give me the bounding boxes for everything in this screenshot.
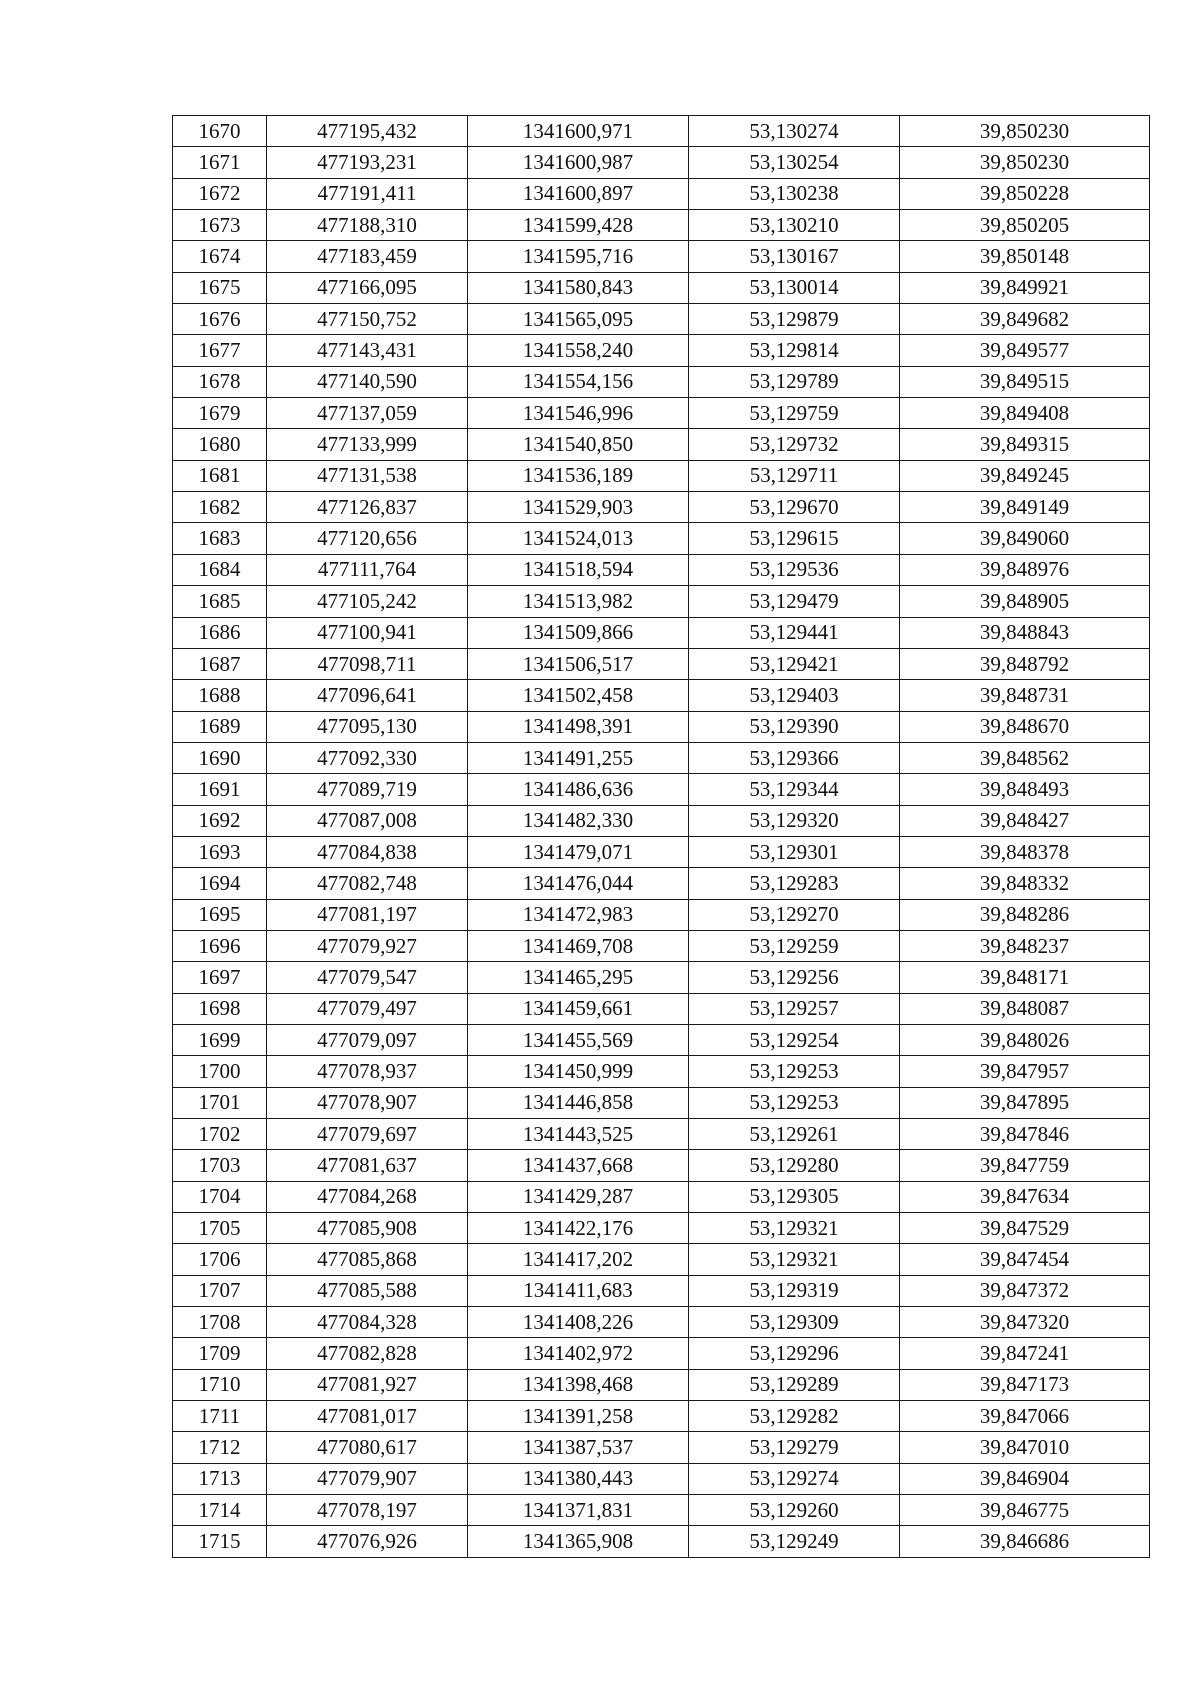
point-number-cell: 1690 [173, 742, 267, 773]
longitude-cell: 39,846686 [900, 1526, 1150, 1557]
point-number-cell: 1706 [173, 1244, 267, 1275]
x-coordinate-cell: 477195,432 [267, 116, 468, 147]
longitude-cell: 39,848026 [900, 1024, 1150, 1055]
point-number-cell: 1696 [173, 930, 267, 961]
longitude-cell: 39,848087 [900, 993, 1150, 1024]
latitude-cell: 53,129282 [689, 1401, 900, 1432]
x-coordinate-cell: 477188,310 [267, 210, 468, 241]
longitude-cell: 39,847846 [900, 1119, 1150, 1150]
y-coordinate-cell: 1341524,013 [468, 523, 689, 554]
table-row [173, 1181, 1150, 1212]
latitude-cell: 53,129254 [689, 1024, 900, 1055]
longitude-cell: 39,847759 [900, 1150, 1150, 1181]
latitude-cell: 53,129274 [689, 1463, 900, 1494]
latitude-cell: 53,129344 [689, 774, 900, 805]
table-row [173, 1401, 1150, 1432]
longitude-cell: 39,848731 [900, 680, 1150, 711]
table-row [173, 711, 1150, 742]
latitude-cell: 53,129670 [689, 492, 900, 523]
y-coordinate-cell: 1341465,295 [468, 962, 689, 993]
table-row [173, 1495, 1150, 1526]
table-row [173, 1024, 1150, 1055]
table-row [173, 930, 1150, 961]
x-coordinate-cell: 477193,231 [267, 147, 468, 178]
latitude-cell: 53,129441 [689, 617, 900, 648]
x-coordinate-cell: 477081,927 [267, 1369, 468, 1400]
y-coordinate-cell: 1341437,668 [468, 1150, 689, 1181]
y-coordinate-cell: 1341518,594 [468, 554, 689, 585]
point-number-cell: 1670 [173, 116, 267, 147]
x-coordinate-cell: 477079,497 [267, 993, 468, 1024]
table-row [173, 1463, 1150, 1494]
y-coordinate-cell: 1341443,525 [468, 1119, 689, 1150]
point-number-cell: 1680 [173, 429, 267, 460]
longitude-cell: 39,847895 [900, 1087, 1150, 1118]
y-coordinate-cell: 1341536,189 [468, 460, 689, 491]
table-row [173, 1526, 1150, 1557]
latitude-cell: 53,129257 [689, 993, 900, 1024]
latitude-cell: 53,129279 [689, 1432, 900, 1463]
x-coordinate-cell: 477078,907 [267, 1087, 468, 1118]
x-coordinate-cell: 477100,941 [267, 617, 468, 648]
latitude-cell: 53,129403 [689, 680, 900, 711]
x-coordinate-cell: 477082,748 [267, 868, 468, 899]
point-number-cell: 1689 [173, 711, 267, 742]
y-coordinate-cell: 1341371,831 [468, 1495, 689, 1526]
x-coordinate-cell: 477143,431 [267, 335, 468, 366]
y-coordinate-cell: 1341411,683 [468, 1275, 689, 1306]
table-row [173, 993, 1150, 1024]
longitude-cell: 39,849577 [900, 335, 1150, 366]
latitude-cell: 53,130254 [689, 147, 900, 178]
x-coordinate-cell: 477085,868 [267, 1244, 468, 1275]
x-coordinate-cell: 477076,926 [267, 1526, 468, 1557]
x-coordinate-cell: 477111,764 [267, 554, 468, 585]
y-coordinate-cell: 1341546,996 [468, 398, 689, 429]
y-coordinate-cell: 1341506,517 [468, 648, 689, 679]
table-row [173, 398, 1150, 429]
point-number-cell: 1704 [173, 1181, 267, 1212]
x-coordinate-cell: 477081,017 [267, 1401, 468, 1432]
longitude-cell: 39,847066 [900, 1401, 1150, 1432]
y-coordinate-cell: 1341455,569 [468, 1024, 689, 1055]
point-number-cell: 1695 [173, 899, 267, 930]
table-row [173, 648, 1150, 679]
table-row [173, 1275, 1150, 1306]
latitude-cell: 53,129759 [689, 398, 900, 429]
point-number-cell: 1698 [173, 993, 267, 1024]
latitude-cell: 53,129479 [689, 586, 900, 617]
y-coordinate-cell: 1341491,255 [468, 742, 689, 773]
x-coordinate-cell: 477079,697 [267, 1119, 468, 1150]
point-number-cell: 1679 [173, 398, 267, 429]
x-coordinate-cell: 477079,907 [267, 1463, 468, 1494]
point-number-cell: 1688 [173, 680, 267, 711]
point-number-cell: 1693 [173, 836, 267, 867]
latitude-cell: 53,129320 [689, 805, 900, 836]
y-coordinate-cell: 1341479,071 [468, 836, 689, 867]
point-number-cell: 1682 [173, 492, 267, 523]
point-number-cell: 1709 [173, 1338, 267, 1369]
latitude-cell: 53,129305 [689, 1181, 900, 1212]
table-row [173, 1213, 1150, 1244]
longitude-cell: 39,848493 [900, 774, 1150, 805]
x-coordinate-cell: 477085,588 [267, 1275, 468, 1306]
latitude-cell: 53,130014 [689, 272, 900, 303]
point-number-cell: 1701 [173, 1087, 267, 1118]
table-row [173, 962, 1150, 993]
latitude-cell: 53,129289 [689, 1369, 900, 1400]
y-coordinate-cell: 1341482,330 [468, 805, 689, 836]
table-row [173, 241, 1150, 272]
x-coordinate-cell: 477078,197 [267, 1495, 468, 1526]
longitude-cell: 39,848427 [900, 805, 1150, 836]
table-row [173, 899, 1150, 930]
y-coordinate-cell: 1341558,240 [468, 335, 689, 366]
coordinates-table [172, 115, 1150, 1558]
table-row [173, 805, 1150, 836]
table-row [173, 366, 1150, 397]
longitude-cell: 39,848332 [900, 868, 1150, 899]
table-row [173, 147, 1150, 178]
latitude-cell: 53,129789 [689, 366, 900, 397]
latitude-cell: 53,129283 [689, 868, 900, 899]
point-number-cell: 1674 [173, 241, 267, 272]
table-row [173, 272, 1150, 303]
x-coordinate-cell: 477087,008 [267, 805, 468, 836]
latitude-cell: 53,129296 [689, 1338, 900, 1369]
longitude-cell: 39,847957 [900, 1056, 1150, 1087]
table-row [173, 1087, 1150, 1118]
latitude-cell: 53,129366 [689, 742, 900, 773]
latitude-cell: 53,129309 [689, 1307, 900, 1338]
point-number-cell: 1708 [173, 1307, 267, 1338]
y-coordinate-cell: 1341600,897 [468, 178, 689, 209]
latitude-cell: 53,129711 [689, 460, 900, 491]
x-coordinate-cell: 477105,242 [267, 586, 468, 617]
longitude-cell: 39,848286 [900, 899, 1150, 930]
y-coordinate-cell: 1341459,661 [468, 993, 689, 1024]
y-coordinate-cell: 1341402,972 [468, 1338, 689, 1369]
table-row [173, 1338, 1150, 1369]
table-row [173, 680, 1150, 711]
x-coordinate-cell: 477079,097 [267, 1024, 468, 1055]
y-coordinate-cell: 1341502,458 [468, 680, 689, 711]
latitude-cell: 53,129253 [689, 1087, 900, 1118]
point-number-cell: 1685 [173, 586, 267, 617]
x-coordinate-cell: 477133,999 [267, 429, 468, 460]
x-coordinate-cell: 477183,459 [267, 241, 468, 272]
longitude-cell: 39,849060 [900, 523, 1150, 554]
point-number-cell: 1702 [173, 1119, 267, 1150]
table-row [173, 178, 1150, 209]
longitude-cell: 39,850230 [900, 116, 1150, 147]
table-row [173, 210, 1150, 241]
y-coordinate-cell: 1341398,468 [468, 1369, 689, 1400]
y-coordinate-cell: 1341529,903 [468, 492, 689, 523]
point-number-cell: 1673 [173, 210, 267, 241]
longitude-cell: 39,849315 [900, 429, 1150, 460]
x-coordinate-cell: 477137,059 [267, 398, 468, 429]
latitude-cell: 53,129321 [689, 1244, 900, 1275]
latitude-cell: 53,129256 [689, 962, 900, 993]
y-coordinate-cell: 1341469,708 [468, 930, 689, 961]
point-number-cell: 1691 [173, 774, 267, 805]
longitude-cell: 39,847010 [900, 1432, 1150, 1463]
table-row [173, 836, 1150, 867]
latitude-cell: 53,129615 [689, 523, 900, 554]
y-coordinate-cell: 1341387,537 [468, 1432, 689, 1463]
latitude-cell: 53,129536 [689, 554, 900, 585]
y-coordinate-cell: 1341600,987 [468, 147, 689, 178]
point-number-cell: 1671 [173, 147, 267, 178]
table-row [173, 1150, 1150, 1181]
latitude-cell: 53,129732 [689, 429, 900, 460]
y-coordinate-cell: 1341446,858 [468, 1087, 689, 1118]
longitude-cell: 39,850205 [900, 210, 1150, 241]
longitude-cell: 39,848237 [900, 930, 1150, 961]
table-row [173, 335, 1150, 366]
point-number-cell: 1707 [173, 1275, 267, 1306]
x-coordinate-cell: 477080,617 [267, 1432, 468, 1463]
latitude-cell: 53,130167 [689, 241, 900, 272]
longitude-cell: 39,848976 [900, 554, 1150, 585]
table-row [173, 742, 1150, 773]
y-coordinate-cell: 1341513,982 [468, 586, 689, 617]
point-number-cell: 1697 [173, 962, 267, 993]
longitude-cell: 39,849149 [900, 492, 1150, 523]
point-number-cell: 1705 [173, 1213, 267, 1244]
x-coordinate-cell: 477095,130 [267, 711, 468, 742]
x-coordinate-cell: 477082,828 [267, 1338, 468, 1369]
point-number-cell: 1677 [173, 335, 267, 366]
longitude-cell: 39,848171 [900, 962, 1150, 993]
longitude-cell: 39,849921 [900, 272, 1150, 303]
point-number-cell: 1694 [173, 868, 267, 899]
point-number-cell: 1712 [173, 1432, 267, 1463]
x-coordinate-cell: 477078,937 [267, 1056, 468, 1087]
point-number-cell: 1692 [173, 805, 267, 836]
table-row [173, 1432, 1150, 1463]
latitude-cell: 53,129814 [689, 335, 900, 366]
x-coordinate-cell: 477120,656 [267, 523, 468, 554]
table-row [173, 868, 1150, 899]
latitude-cell: 53,129253 [689, 1056, 900, 1087]
y-coordinate-cell: 1341565,095 [468, 304, 689, 335]
point-number-cell: 1683 [173, 523, 267, 554]
latitude-cell: 53,129270 [689, 899, 900, 930]
longitude-cell: 39,848670 [900, 711, 1150, 742]
point-number-cell: 1699 [173, 1024, 267, 1055]
x-coordinate-cell: 477084,268 [267, 1181, 468, 1212]
latitude-cell: 53,129421 [689, 648, 900, 679]
table-row [173, 460, 1150, 491]
x-coordinate-cell: 477079,547 [267, 962, 468, 993]
longitude-cell: 39,848562 [900, 742, 1150, 773]
table-row [173, 586, 1150, 617]
y-coordinate-cell: 1341595,716 [468, 241, 689, 272]
point-number-cell: 1676 [173, 304, 267, 335]
point-number-cell: 1711 [173, 1401, 267, 1432]
x-coordinate-cell: 477089,719 [267, 774, 468, 805]
x-coordinate-cell: 477131,538 [267, 460, 468, 491]
table-row [173, 523, 1150, 554]
table-row [173, 1056, 1150, 1087]
y-coordinate-cell: 1341554,156 [468, 366, 689, 397]
x-coordinate-cell: 477126,837 [267, 492, 468, 523]
longitude-cell: 39,848905 [900, 586, 1150, 617]
y-coordinate-cell: 1341580,843 [468, 272, 689, 303]
latitude-cell: 53,129259 [689, 930, 900, 961]
y-coordinate-cell: 1341380,443 [468, 1463, 689, 1494]
longitude-cell: 39,849515 [900, 366, 1150, 397]
table-row [173, 429, 1150, 460]
latitude-cell: 53,129390 [689, 711, 900, 742]
longitude-cell: 39,847634 [900, 1181, 1150, 1212]
y-coordinate-cell: 1341429,287 [468, 1181, 689, 1212]
y-coordinate-cell: 1341600,971 [468, 116, 689, 147]
latitude-cell: 53,129879 [689, 304, 900, 335]
point-number-cell: 1700 [173, 1056, 267, 1087]
y-coordinate-cell: 1341391,258 [468, 1401, 689, 1432]
latitude-cell: 53,130238 [689, 178, 900, 209]
y-coordinate-cell: 1341365,908 [468, 1526, 689, 1557]
longitude-cell: 39,847454 [900, 1244, 1150, 1275]
x-coordinate-cell: 477084,328 [267, 1307, 468, 1338]
point-number-cell: 1713 [173, 1463, 267, 1494]
x-coordinate-cell: 477085,908 [267, 1213, 468, 1244]
x-coordinate-cell: 477096,641 [267, 680, 468, 711]
x-coordinate-cell: 477150,752 [267, 304, 468, 335]
point-number-cell: 1710 [173, 1369, 267, 1400]
longitude-cell: 39,849408 [900, 398, 1150, 429]
table-row [173, 1369, 1150, 1400]
table-row [173, 774, 1150, 805]
longitude-cell: 39,847372 [900, 1275, 1150, 1306]
longitude-cell: 39,849245 [900, 460, 1150, 491]
longitude-cell: 39,850228 [900, 178, 1150, 209]
latitude-cell: 53,130210 [689, 210, 900, 241]
longitude-cell: 39,850148 [900, 241, 1150, 272]
longitude-cell: 39,847529 [900, 1213, 1150, 1244]
longitude-cell: 39,847320 [900, 1307, 1150, 1338]
x-coordinate-cell: 477079,927 [267, 930, 468, 961]
y-coordinate-cell: 1341540,850 [468, 429, 689, 460]
latitude-cell: 53,129249 [689, 1526, 900, 1557]
longitude-cell: 39,846775 [900, 1495, 1150, 1526]
table-row [173, 617, 1150, 648]
point-number-cell: 1703 [173, 1150, 267, 1181]
x-coordinate-cell: 477081,637 [267, 1150, 468, 1181]
table-row [173, 1244, 1150, 1275]
y-coordinate-cell: 1341450,999 [468, 1056, 689, 1087]
longitude-cell: 39,847241 [900, 1338, 1150, 1369]
y-coordinate-cell: 1341417,202 [468, 1244, 689, 1275]
latitude-cell: 53,129261 [689, 1119, 900, 1150]
longitude-cell: 39,848792 [900, 648, 1150, 679]
latitude-cell: 53,129280 [689, 1150, 900, 1181]
point-number-cell: 1672 [173, 178, 267, 209]
x-coordinate-cell: 477166,095 [267, 272, 468, 303]
y-coordinate-cell: 1341422,176 [468, 1213, 689, 1244]
y-coordinate-cell: 1341486,636 [468, 774, 689, 805]
latitude-cell: 53,129321 [689, 1213, 900, 1244]
y-coordinate-cell: 1341476,044 [468, 868, 689, 899]
point-number-cell: 1684 [173, 554, 267, 585]
longitude-cell: 39,850230 [900, 147, 1150, 178]
x-coordinate-cell: 477084,838 [267, 836, 468, 867]
point-number-cell: 1681 [173, 460, 267, 491]
x-coordinate-cell: 477098,711 [267, 648, 468, 679]
table-row [173, 554, 1150, 585]
table-row [173, 492, 1150, 523]
y-coordinate-cell: 1341408,226 [468, 1307, 689, 1338]
table-row [173, 1307, 1150, 1338]
point-number-cell: 1687 [173, 648, 267, 679]
latitude-cell: 53,129319 [689, 1275, 900, 1306]
table-row [173, 304, 1150, 335]
y-coordinate-cell: 1341599,428 [468, 210, 689, 241]
longitude-cell: 39,849682 [900, 304, 1150, 335]
point-number-cell: 1686 [173, 617, 267, 648]
table-body [173, 116, 1150, 1558]
longitude-cell: 39,846904 [900, 1463, 1150, 1494]
y-coordinate-cell: 1341509,866 [468, 617, 689, 648]
point-number-cell: 1678 [173, 366, 267, 397]
longitude-cell: 39,847173 [900, 1369, 1150, 1400]
y-coordinate-cell: 1341498,391 [468, 711, 689, 742]
x-coordinate-cell: 477092,330 [267, 742, 468, 773]
longitude-cell: 39,848378 [900, 836, 1150, 867]
latitude-cell: 53,129301 [689, 836, 900, 867]
table-row [173, 116, 1150, 147]
point-number-cell: 1714 [173, 1495, 267, 1526]
latitude-cell: 53,129260 [689, 1495, 900, 1526]
latitude-cell: 53,130274 [689, 116, 900, 147]
x-coordinate-cell: 477081,197 [267, 899, 468, 930]
x-coordinate-cell: 477140,590 [267, 366, 468, 397]
longitude-cell: 39,848843 [900, 617, 1150, 648]
point-number-cell: 1675 [173, 272, 267, 303]
table-row [173, 1119, 1150, 1150]
y-coordinate-cell: 1341472,983 [468, 899, 689, 930]
point-number-cell: 1715 [173, 1526, 267, 1557]
x-coordinate-cell: 477191,411 [267, 178, 468, 209]
